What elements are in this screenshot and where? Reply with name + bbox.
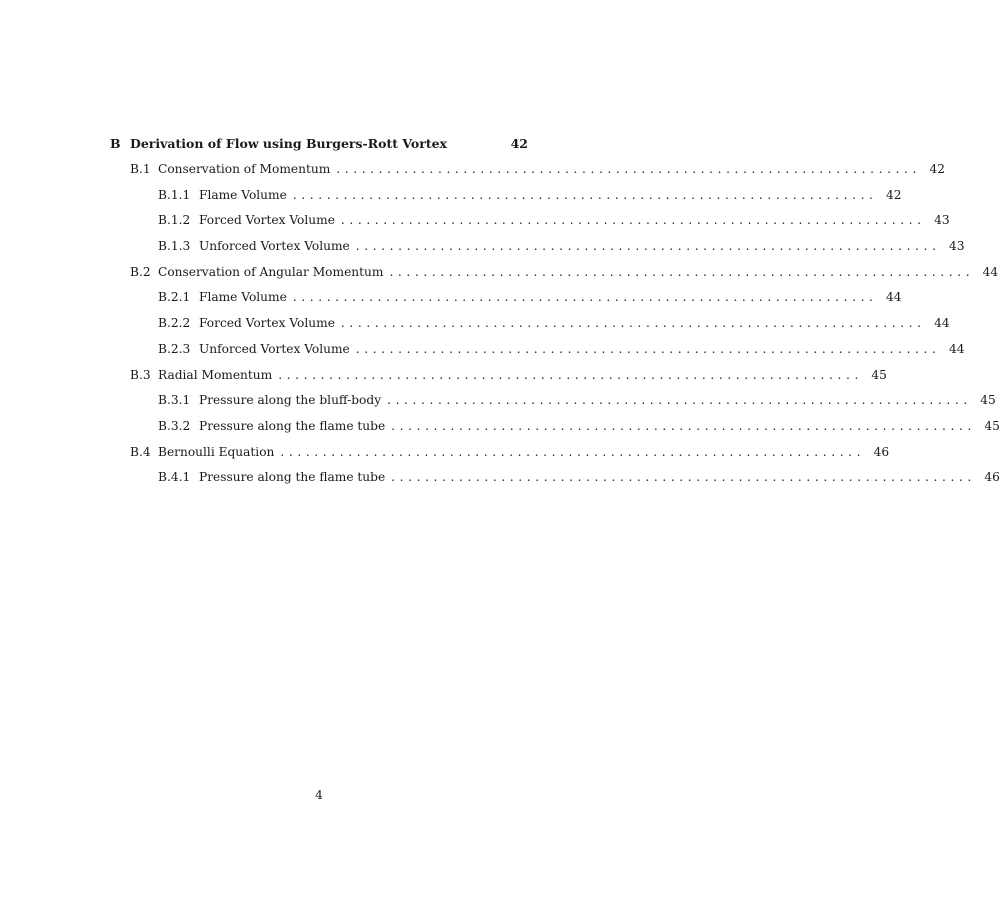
chapter-title: Derivation of Flow using Burgers-Rott Vortex (130, 136, 448, 151)
toc-subsection-entry[interactable] (110, 213, 950, 239)
entry-page-number: 43 (934, 213, 950, 228)
entry-title: Conservation of Angular Momentum (158, 264, 384, 279)
entry-page-number: 42 (886, 187, 902, 202)
toc-section-entry[interactable] (110, 444, 890, 471)
toc-section-entry[interactable] (110, 367, 887, 394)
entry-number: B.2 (130, 264, 151, 279)
entry-title: Pressure along the bluff-body (199, 393, 382, 408)
toc-subsection-entry[interactable] (110, 290, 902, 316)
entry-title: Bernoulli Equation (158, 444, 275, 459)
entry-number: B.4.1 (158, 470, 191, 485)
entry-number: B.3.1 (158, 393, 191, 408)
toc-subsection-entry[interactable] (110, 239, 965, 265)
entry-page-number: 43 (948, 239, 965, 254)
dot-leader: ..................................................................... (280, 444, 866, 459)
dot-leader: ..................................................................... (336, 162, 921, 176)
entry-page-number: 46 (873, 444, 890, 459)
toc-section-entry[interactable] (110, 264, 999, 291)
toc-subsection-entry[interactable] (110, 187, 902, 214)
entry-number: B.1.2 (158, 213, 191, 228)
dot-leader: ..................................................................... (389, 264, 975, 279)
entry-page-number: 46 (984, 470, 1000, 485)
entry-number: B.1.3 (158, 239, 191, 254)
toc-subsection-entry[interactable] (110, 341, 965, 368)
toc-subsection-entry[interactable] (110, 316, 950, 342)
toc-chapter-entry[interactable] (110, 136, 528, 158)
entry-title: Flame Volume (199, 187, 287, 202)
entry-number: B.3.2 (158, 418, 191, 433)
entry-title: Forced Vortex Volume (199, 213, 335, 228)
entry-number: B.4 (130, 444, 151, 459)
entry-title: Unforced Vortex Volume (199, 239, 350, 254)
entry-number: B.2.2 (158, 316, 191, 331)
entry-number: B.1 (130, 162, 151, 176)
entry-page-number: 45 (871, 367, 887, 382)
toc-section-entry[interactable] (110, 162, 945, 188)
entry-title: Unforced Vortex Volume (199, 341, 350, 356)
entry-page-number: 44 (934, 316, 950, 331)
dot-leader: ..................................................................... (391, 418, 976, 433)
footer-page-number: 4 (315, 788, 323, 802)
chapter-number: B (110, 136, 121, 151)
entry-title: Radial Momentum (158, 367, 273, 382)
chapter-page-number: 42 (510, 136, 528, 151)
table-of-contents (110, 136, 1000, 496)
dot-leader: ..................................................................... (355, 239, 941, 254)
entry-page-number: 44 (948, 341, 965, 356)
entry-page-number: 44 (982, 264, 999, 279)
dot-leader: ..................................................................... (340, 316, 926, 331)
dot-leader: ..................................................................... (278, 367, 863, 382)
entry-number: B.3 (130, 367, 151, 382)
entry-title: Pressure along the flame tube (199, 470, 386, 485)
entry-number: B.2.1 (158, 290, 191, 305)
dot-leader: ..................................................................... (391, 470, 976, 485)
dot-leader: ..................................................................... (355, 341, 941, 356)
entry-number: B.1.1 (158, 187, 191, 202)
entry-page-number: 42 (929, 162, 945, 176)
entry-page-number: 45 (980, 393, 996, 408)
toc-subsection-entry[interactable] (110, 393, 996, 419)
dot-leader: ..................................................................... (340, 213, 926, 228)
dot-leader: ..................................................................... (292, 290, 878, 305)
toc-subsection-entry[interactable] (110, 418, 1000, 445)
entry-number: B.2.3 (158, 341, 191, 356)
dot-leader: ..................................................................... (387, 393, 972, 408)
entry-title: Pressure along the flame tube (199, 418, 386, 433)
entry-title: Conservation of Momentum (158, 162, 331, 176)
dot-leader: ..................................................................... (292, 187, 878, 202)
entry-page-number: 44 (886, 290, 902, 305)
entry-page-number: 45 (984, 418, 1000, 433)
entry-title: Flame Volume (199, 290, 287, 305)
toc-subsection-entry[interactable] (110, 470, 1000, 496)
entry-title: Forced Vortex Volume (199, 316, 335, 331)
